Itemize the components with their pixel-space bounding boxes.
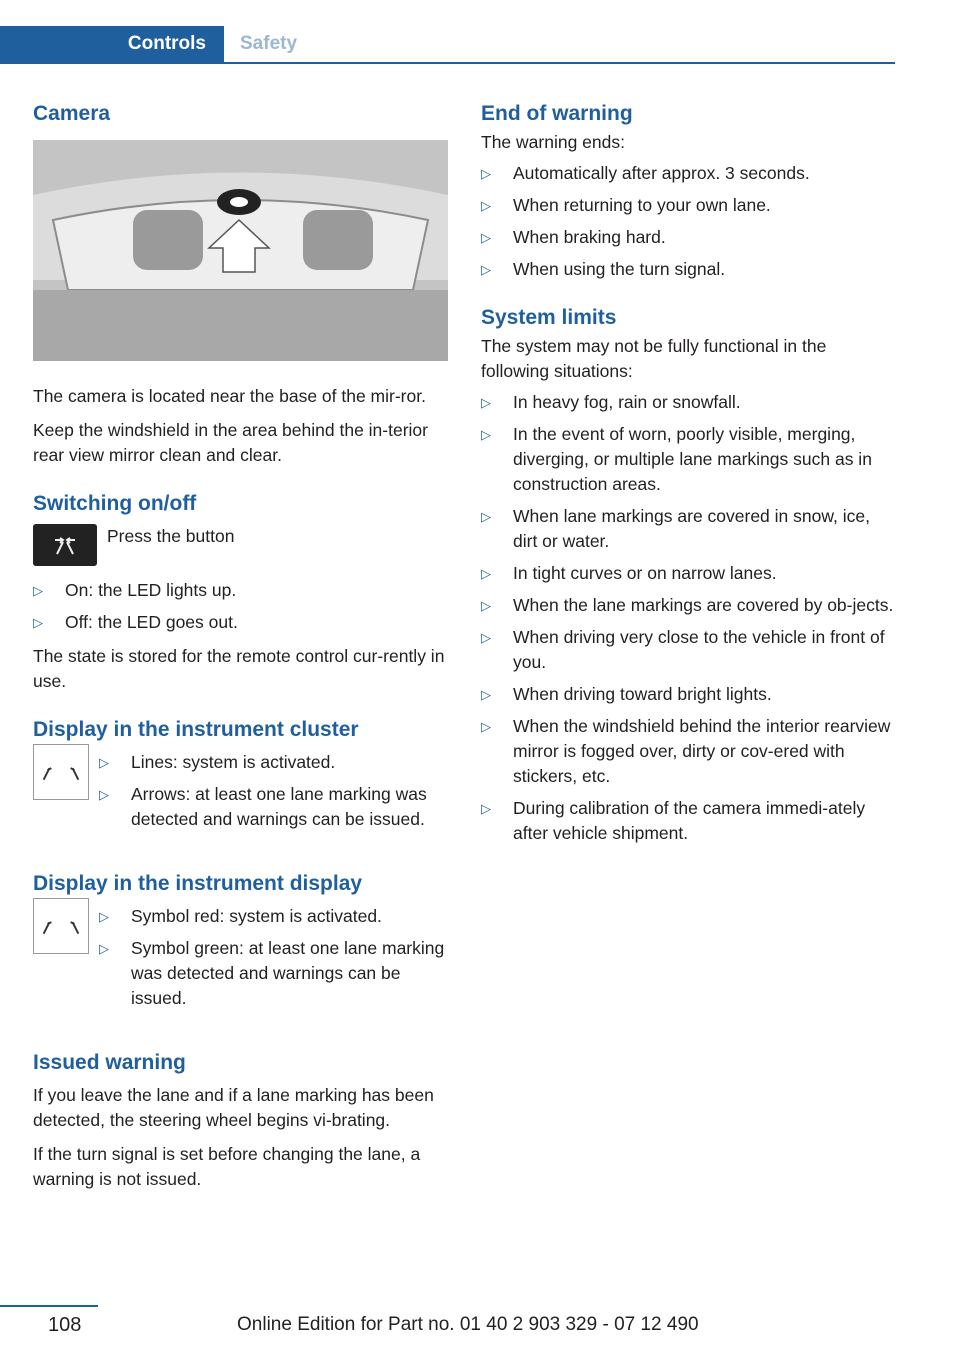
bullet-triangle-icon: ▷	[481, 719, 491, 734]
end-of-warning-heading: End of warning	[481, 102, 633, 125]
bullet-triangle-icon: ▷	[481, 598, 491, 613]
camera-heading: Camera	[33, 102, 111, 125]
switching-list	[33, 578, 448, 635]
page-number: 108	[48, 1314, 82, 1336]
bullet-triangle-icon: ▷	[481, 801, 491, 816]
bullet-triangle-icon: ▷	[99, 787, 109, 802]
bullet-triangle-icon: ▷	[481, 687, 491, 702]
list-item: ▷ When driving toward bright lights.	[481, 682, 895, 707]
bullet-triangle-icon: ▷	[481, 166, 491, 181]
bullet-triangle-icon: ▷	[99, 755, 109, 770]
state-stored-text: The state is stored for the remote control cur-rently in use.	[33, 646, 445, 691]
list-item: ▷ On: the LED lights up.	[33, 578, 448, 603]
list-item: ▷ Off: the LED goes out.	[33, 610, 448, 635]
list-item: ▷ Lines: system is activated.	[99, 750, 448, 775]
list-item: ▷ When driving very close to the vehicle in front of you.	[481, 627, 885, 672]
system-limits-list	[481, 390, 895, 846]
bullet-triangle-icon: ▷	[481, 566, 491, 581]
bullet-triangle-icon: ▷	[481, 509, 491, 524]
list-item: ▷ Automatically after approx. 3 seconds.	[481, 161, 895, 186]
lane-departure-button-icon	[33, 524, 97, 566]
bullet-triangle-icon: ▷	[33, 615, 43, 630]
end-of-warning-intro: The warning ends:	[481, 132, 625, 152]
issued-warning-heading: Issued warning	[33, 1051, 186, 1074]
bullet-triangle-icon: ▷	[33, 583, 43, 598]
bullet-triangle-icon: ▷	[481, 230, 491, 245]
bullet-triangle-icon: ▷	[99, 941, 109, 956]
list-item: ▷ Symbol red: system is activated.	[99, 904, 448, 929]
section-tab-safety: Safety	[240, 33, 298, 54]
list-item: ▷ Symbol green: at least one lane marking was detected and warnings can be issued.	[99, 938, 445, 1008]
left-column	[33, 100, 448, 1201]
section-tab-controls: Controls	[0, 26, 224, 62]
issued-warning-text-1: If you leave the lane and if a lane marking has been detected, the steering wheel begins vi-brating.	[33, 1085, 434, 1130]
press-button-text: Press the button	[107, 526, 235, 546]
camera-clean-text: Keep the windshield in the area behind the in-terior rear view mirror clean and clear.	[33, 420, 428, 465]
right-column	[481, 100, 895, 855]
edition-footer: Online Edition for Part no. 01 40 2 903 329 - 07 12 490	[237, 1314, 699, 1335]
bullet-triangle-icon: ▷	[481, 427, 491, 442]
bullet-triangle-icon: ▷	[481, 198, 491, 213]
bullet-triangle-icon: ▷	[481, 630, 491, 645]
list-item: ▷ When returning to your own lane.	[481, 193, 895, 218]
issued-warning-text-2: If the turn signal is set before changing the lane, a warning is not issued.	[33, 1144, 421, 1189]
list-item: ▷ During calibration of the camera immedi-ately after vehicle shipment.	[481, 798, 866, 843]
bullet-triangle-icon: ▷	[481, 262, 491, 277]
switching-heading: Switching on/off	[33, 492, 197, 515]
footer-rule	[0, 1305, 98, 1307]
bullet-triangle-icon: ▷	[99, 909, 109, 924]
list-item: ▷ Arrows: at least one lane marking was detected and warnings can be issued.	[99, 784, 427, 829]
end-of-warning-list	[481, 161, 895, 282]
lane-lines-icon	[33, 744, 89, 800]
page-header	[0, 26, 895, 64]
cluster-heading: Display in the instrument cluster	[33, 718, 359, 741]
list-item: ▷ When using the turn signal.	[481, 257, 895, 282]
lane-lines-icon	[33, 898, 89, 954]
bullet-triangle-icon: ▷	[481, 395, 491, 410]
cluster-list	[99, 750, 448, 839]
display-list	[99, 904, 448, 1018]
list-item: ▷ In tight curves or on narrow lanes.	[481, 561, 895, 586]
camera-location-text: The camera is located near the base of the mir-ror.	[33, 386, 426, 406]
system-limits-heading: System limits	[481, 306, 617, 329]
list-item: ▷ In heavy fog, rain or snowfall.	[481, 390, 895, 415]
list-item: ▷ When the windshield behind the interior rearview mirror is fogged over, dirty or cov-ered with stickers, etc.	[481, 716, 891, 786]
camera-location-photo	[33, 140, 448, 361]
list-item: ▷ In the event of worn, poorly visible, merging, diverging, or multiple lane markings such as in construction areas.	[481, 424, 872, 494]
list-item: ▷ When lane markings are covered in snow, ice, dirt or water.	[481, 506, 870, 551]
list-item: ▷ When the lane markings are covered by ob-jects.	[481, 593, 895, 618]
system-limits-intro: The system may not be fully functional in the following situations:	[481, 336, 827, 381]
list-item: ▷ When braking hard.	[481, 225, 895, 250]
display-heading: Display in the instrument display	[33, 872, 363, 895]
